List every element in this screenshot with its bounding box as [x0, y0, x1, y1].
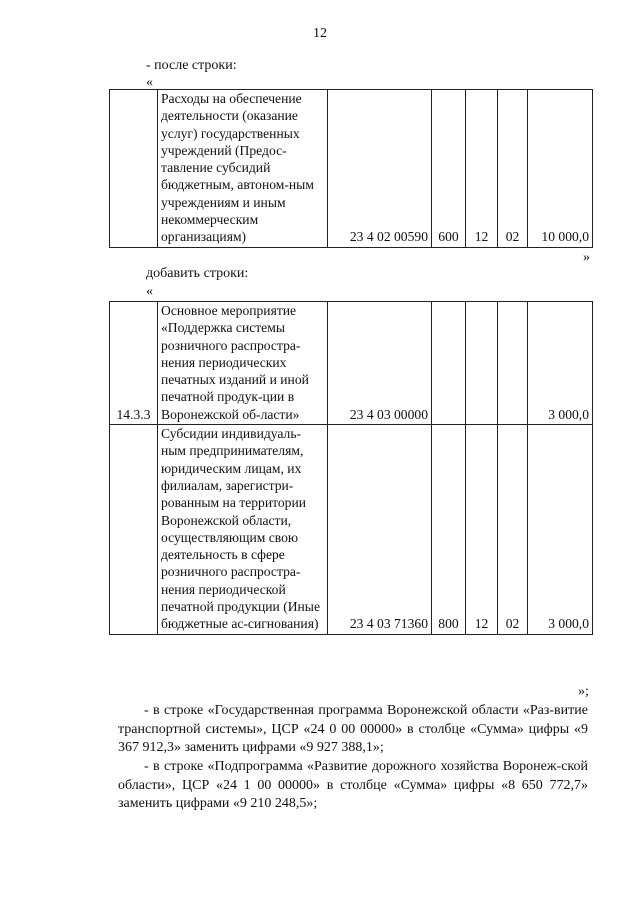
intro-add-rows: добавить строки: [146, 266, 249, 281]
cell-vr-code [432, 302, 466, 425]
table-row [110, 302, 593, 425]
intro-after-row: - после строки: [146, 58, 237, 73]
cell-amount: 3 000,0 [528, 302, 593, 425]
cell-csr-code: 23 4 02 00590 [328, 90, 432, 248]
cell-rz-code: 12 [466, 90, 498, 248]
table-row [110, 90, 593, 248]
cell-expense-name: Расходы на обеспечение деятельности (оказание услуг) государственных учреждений (Предос-тавление субсидий бюджетным, автоном-ным учреждениям и иным некоммерческим организациям) [158, 90, 328, 248]
page-number: 12 [313, 26, 327, 41]
cell-expense-name: Основное мероприятие «Поддержка системы розничного распростра-нения периодических печатных изданий и иной печатной продук-ции в Воронежской об-ласти» [158, 302, 328, 425]
cell-amount: 3 000,0 [528, 425, 593, 635]
cell-expense-name: Субсидии индивидуаль-ным предпринимателям, юридическим лицам, их филиалам, зарегистри-рованным на территории Воронежской области, осуществляющим свою деятельность в сфере розничного распростра-нения периодической печатной продукции (Иные бюджетные ас-сигнования) [158, 425, 328, 635]
cell-pr-code [498, 302, 528, 425]
cell-csr-code: 23 4 03 00000 [328, 302, 432, 425]
cell-row-number: 14.3.3 [110, 302, 158, 425]
cell-row-number [110, 90, 158, 248]
budget-table-existing [109, 89, 593, 248]
cell-csr-code: 23 4 03 71360 [328, 425, 432, 635]
closing-quote-1: » [583, 250, 590, 265]
closing-mark: »; [578, 684, 589, 699]
cell-pr-code: 02 [498, 425, 528, 635]
cell-row-number [110, 425, 158, 635]
cell-rz-code: 12 [466, 425, 498, 635]
opening-quote-1: « [146, 75, 153, 90]
cell-pr-code: 02 [498, 90, 528, 248]
table-row [110, 425, 593, 635]
amendment-paragraph-1: - в строке «Государственная программа Воронежской области «Раз-витие транспортной системы», ЦСР «24 0 00 00000» в столбце «Сумма» цифры «9 367 912,3» заменить цифрами «9 927 388,1»; [118, 703, 588, 755]
budget-table-added [109, 301, 593, 635]
cell-vr-code: 600 [432, 90, 466, 248]
cell-vr-code: 800 [432, 425, 466, 635]
opening-quote-2: « [146, 284, 153, 299]
cell-amount: 10 000,0 [528, 90, 593, 248]
amendment-paragraph-2: - в строке «Подпрограмма «Развитие дорожного хозяйства Воронеж-ской области», ЦСР «24 1 00 00000» в столбце «Сумма» цифры «8 650 772,7» заменить цифрами «9 210 248,5»; [118, 759, 588, 811]
cell-rz-code [466, 302, 498, 425]
